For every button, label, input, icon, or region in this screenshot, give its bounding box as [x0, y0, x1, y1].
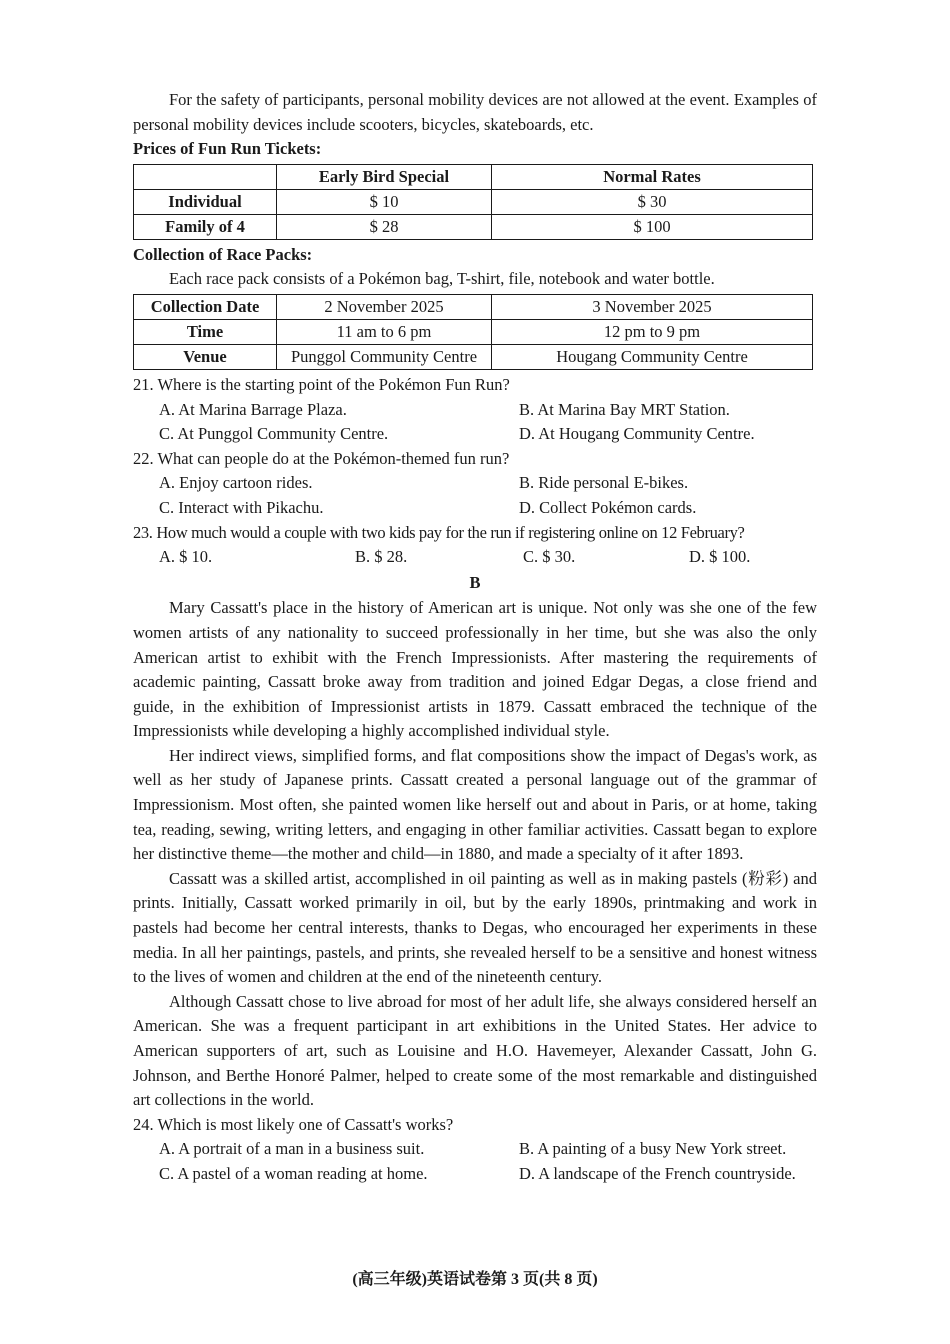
passage-paragraph-2: Her indirect views, simplified forms, and flat compositions show the impact of Degas's work, as well as her study of Japanese prints. Cassatt created a personal language out of the grammar of Impressionism. Most often, she painted women like herself out and about in Paris, or at home, taking tea, reading, sewing, writing letters, and engaging in other familiar activities. Cassatt began to explore her distinctive theme—the mother and child—in 1880, and made a specialty of it after 1893. [133, 745, 817, 864]
table-header: Early Bird Special [277, 164, 492, 189]
table-cell: Time [134, 319, 277, 344]
option-b[interactable]: B. At Marina Bay MRT Station. [519, 399, 730, 419]
page-content [133, 88, 817, 1187]
table-header-row [134, 164, 813, 189]
table-header: Normal Rates [492, 164, 813, 189]
option-b[interactable]: B. Ride personal E-bikes. [519, 473, 689, 493]
table-cell [134, 164, 277, 189]
table-cell: 12 pm to 9 pm [492, 319, 813, 344]
question-23-options [133, 545, 817, 570]
table-row [134, 319, 813, 344]
table-cell: Family of 4 [134, 214, 277, 239]
question-22: 22. What can people do at the Pokémon-themed fun run? [133, 448, 510, 468]
option-a[interactable]: A. Enjoy cartoon rides. [159, 473, 313, 493]
passage-paragraph-1: Mary Cassatt's place in the history of American art is unique. Not only was she one of the few women artists of any nationality to succeed professionally in her time, but she was also the only American artist to exhibit with the French Impressionists. After mastering the requirements of academic painting, Cassatt broke away from tradition and joined Edgar Degas, a close friend and guide, in the exhibition of Impressionist artists in 1879. Cassatt embraced the technique of the Impressionists while developing a highly accomplished individual style. [133, 598, 817, 741]
table-cell: $ 100 [492, 214, 813, 239]
option-c[interactable]: C. At Punggol Community Centre. [159, 424, 389, 444]
table-cell: $ 30 [492, 189, 813, 214]
question-24: 24. Which is most likely one of Cassatt's works? [133, 1114, 454, 1134]
prices-heading: Prices of Fun Run Tickets: [133, 139, 322, 159]
option-a[interactable]: A. At Marina Barrage Plaza. [159, 399, 347, 419]
table-cell: Collection Date [134, 294, 277, 319]
table-cell: $ 28 [277, 214, 492, 239]
question-22-options [133, 471, 817, 520]
option-b[interactable]: B. $ 28. [355, 547, 408, 567]
table-cell: 2 November 2025 [277, 294, 492, 319]
option-d[interactable]: D. A landscape of the French countryside. [519, 1163, 796, 1183]
table-row [134, 214, 813, 239]
option-a[interactable]: A. A portrait of a man in a business suit. [159, 1139, 425, 1159]
section-b-label: B [469, 572, 481, 592]
question-24-options [133, 1137, 817, 1186]
table-cell: Hougang Community Centre [492, 344, 813, 369]
race-packs-heading: Collection of Race Packs: [133, 244, 313, 264]
table-cell: 11 am to 6 pm [277, 319, 492, 344]
passage-paragraph-4: Although Cassatt chose to live abroad for most of her adult life, she always considered herself an American. She was a frequent participant in art exhibitions in the United States. Her advice to American supporters of art, such as Louisine and H.O. Havemeyer, Alexander Cassatt, John G. Johnson, and Berthe Honoré Palmer, helped to create some of the most remarkable and distinguished art collections in the world. [133, 991, 817, 1110]
option-b[interactable]: B. A painting of a busy New York street. [519, 1139, 787, 1159]
passage-paragraph-3: Cassatt was a skilled artist, accomplished in oil painting as well as in making pastels (粉彩) and prints. Initially, Cassatt worked primarily in oil, but by the early 1890s, printmaking and work in pastels had become her central interests, thanks to Degas, who encouraged her experiments in these media. In all her paintings, pastels, and prints, she revealed herself to be a sensitive and honest witness to the lives of women and children at the end of the nineteenth century. [133, 868, 817, 987]
table-cell: 3 November 2025 [492, 294, 813, 319]
option-c[interactable]: C. A pastel of a woman reading at home. [159, 1163, 428, 1183]
collection-table [133, 294, 813, 370]
table-row [134, 294, 813, 319]
safety-paragraph: For the safety of participants, personal mobility devices are not allowed at the event. Examples of personal mobility devices include scooters, bicycles, skateboards, etc. [133, 90, 817, 134]
race-packs-text: Each race pack consists of a Pokémon bag, T-shirt, file, notebook and water bottle. [169, 269, 715, 289]
option-a[interactable]: A. $ 10. [159, 547, 213, 567]
table-cell: Venue [134, 344, 277, 369]
table-row [134, 189, 813, 214]
option-d[interactable]: D. $ 100. [689, 547, 751, 567]
option-c[interactable]: C. $ 30. [523, 547, 576, 567]
table-cell: $ 10 [277, 189, 492, 214]
prices-table [133, 164, 813, 240]
question-23: 23. How much would a couple with two kids pay for the run if registering online on 12 February? [133, 522, 745, 542]
table-cell: Individual [134, 189, 277, 214]
page-footer: (高三年级)英语试卷第 3 页(共 8 页) [352, 1271, 598, 1288]
option-d[interactable]: D. Collect Pokémon cards. [519, 497, 697, 517]
question-21-options [133, 398, 817, 447]
option-c[interactable]: C. Interact with Pikachu. [159, 497, 324, 517]
table-cell: Punggol Community Centre [277, 344, 492, 369]
question-21: 21. Where is the starting point of the Pokémon Fun Run? [133, 374, 510, 394]
option-d[interactable]: D. At Hougang Community Centre. [519, 424, 755, 444]
table-row [134, 344, 813, 369]
